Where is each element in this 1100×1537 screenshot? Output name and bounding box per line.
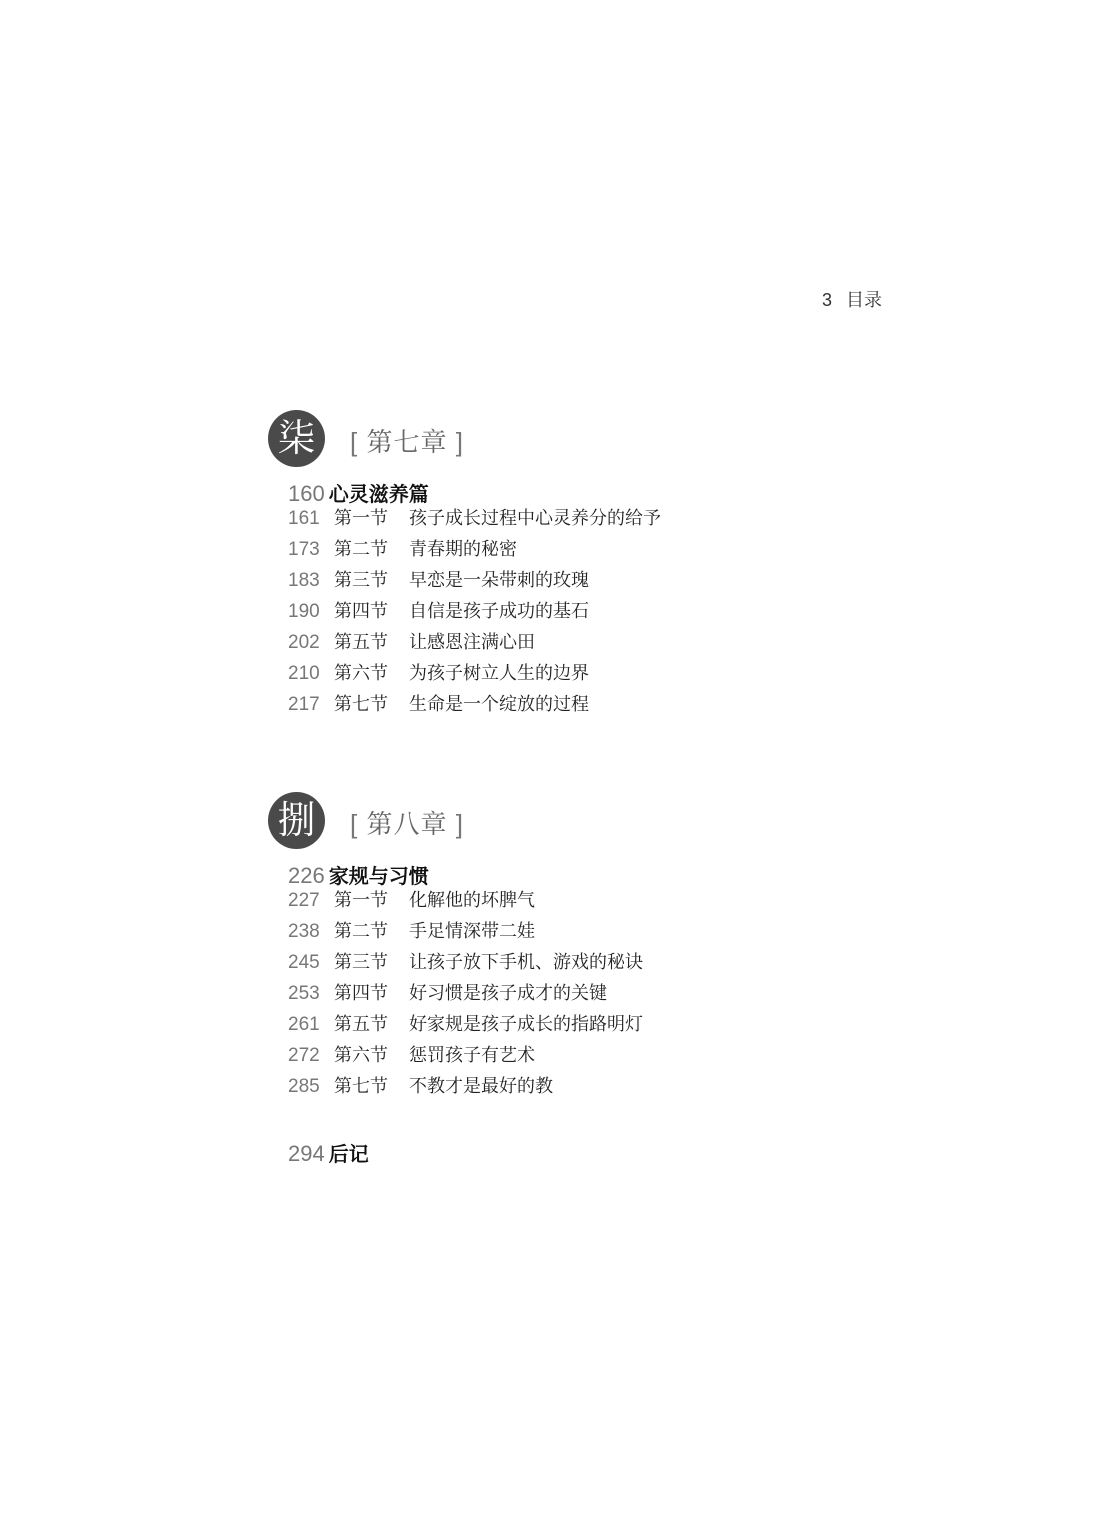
part-page-number: 226 (288, 863, 325, 888)
entry-section-number: 第七节 (334, 1076, 388, 1097)
toc-entry[interactable] (288, 565, 661, 596)
entry-title: 青春期的秘密 (409, 539, 517, 560)
entry-title: 好习惯是孩子成才的关键 (409, 983, 607, 1004)
toc-entry[interactable] (288, 627, 661, 658)
entry-page-number: 227 (288, 890, 320, 911)
entry-page-number: 285 (288, 1076, 320, 1097)
chapter-label-text: 第七章 (366, 428, 448, 458)
entry-section-number: 第一节 (334, 508, 388, 529)
toc-entry[interactable] (288, 503, 661, 534)
entry-title: 孩子成长过程中心灵养分的给予 (409, 508, 661, 529)
chapter-heading (268, 410, 888, 470)
entry-title: 让感恩注满心田 (409, 632, 535, 653)
part-title: 心灵滋养篇 (328, 482, 429, 506)
toc-entry[interactable] (288, 658, 661, 689)
entry-page-number: 253 (288, 983, 320, 1004)
entry-section-number: 第二节 (334, 921, 388, 942)
page-number: 3 (822, 290, 833, 310)
chapter-7 (268, 410, 888, 715)
entry-page-number: 202 (288, 632, 320, 653)
entry-page-number: 217 (288, 694, 320, 715)
toc-entry[interactable] (288, 947, 643, 978)
entry-title: 手足情深带二娃 (409, 921, 535, 942)
entry-page-number: 245 (288, 952, 320, 973)
chapter-heading (268, 792, 888, 852)
entry-page-number: 161 (288, 508, 320, 529)
chapter-label: [ 第八章 ] (350, 809, 464, 840)
toc-entry[interactable] (288, 916, 643, 947)
chapter-8 (268, 792, 888, 1097)
entry-title: 自信是孩子成功的基石 (409, 601, 589, 622)
entry-title: 让孩子放下手机、游戏的秘诀 (409, 952, 643, 973)
entry-page-number: 272 (288, 1045, 320, 1066)
entry-section-number: 第四节 (334, 983, 388, 1004)
page-header (822, 286, 882, 312)
toc-entry[interactable] (288, 689, 661, 720)
section-list (288, 503, 661, 720)
chapter-number-badge: 柒 (268, 410, 325, 467)
entry-page-number: 183 (288, 570, 320, 591)
entry-section-number: 第三节 (334, 952, 388, 973)
entry-title: 为孩子树立人生的边界 (409, 663, 589, 684)
entry-page-number: 261 (288, 1014, 320, 1035)
chapter-label-text: 第八章 (366, 810, 448, 840)
toc-entry[interactable] (288, 885, 643, 916)
entry-section-number: 第四节 (334, 601, 388, 622)
entry-page-number: 190 (288, 601, 320, 622)
header-title: 目录 (846, 290, 883, 311)
entry-section-number: 第七节 (334, 694, 388, 715)
entry-section-number: 第五节 (334, 1014, 388, 1035)
entry-section-number: 第二节 (334, 539, 388, 560)
chapter-label: [ 第七章 ] (350, 427, 464, 458)
afterword-page-number: 294 (288, 1141, 325, 1166)
entry-title: 不教才是最好的教 (409, 1076, 553, 1097)
entry-page-number: 238 (288, 921, 320, 942)
part-title: 家规与习惯 (328, 864, 429, 888)
entry-title: 生命是一个绽放的过程 (409, 694, 589, 715)
entry-section-number: 第六节 (334, 663, 388, 684)
entry-title: 化解他的坏脾气 (409, 890, 535, 911)
part-page-number: 160 (288, 481, 325, 506)
afterword-title: 后记 (328, 1142, 369, 1166)
toc-entry[interactable] (288, 1040, 643, 1071)
entry-page-number: 210 (288, 663, 320, 684)
toc-entry[interactable] (288, 978, 643, 1009)
entry-section-number: 第六节 (334, 1045, 388, 1066)
section-list (288, 885, 643, 1102)
toc-entry[interactable] (288, 1009, 643, 1040)
entry-title: 惩罚孩子有艺术 (409, 1045, 535, 1066)
entry-title: 好家规是孩子成长的指路明灯 (409, 1014, 643, 1035)
entry-section-number: 第三节 (334, 570, 388, 591)
toc-entry[interactable] (288, 534, 661, 565)
entry-page-number: 173 (288, 539, 320, 560)
toc-entry[interactable] (288, 1071, 643, 1102)
toc-entry[interactable] (288, 596, 661, 627)
afterword-entry[interactable] (288, 1138, 369, 1167)
chapter-number-badge: 捌 (268, 792, 325, 849)
entry-title: 早恋是一朵带刺的玫瑰 (409, 570, 589, 591)
entry-section-number: 第五节 (334, 632, 388, 653)
entry-section-number: 第一节 (334, 890, 388, 911)
